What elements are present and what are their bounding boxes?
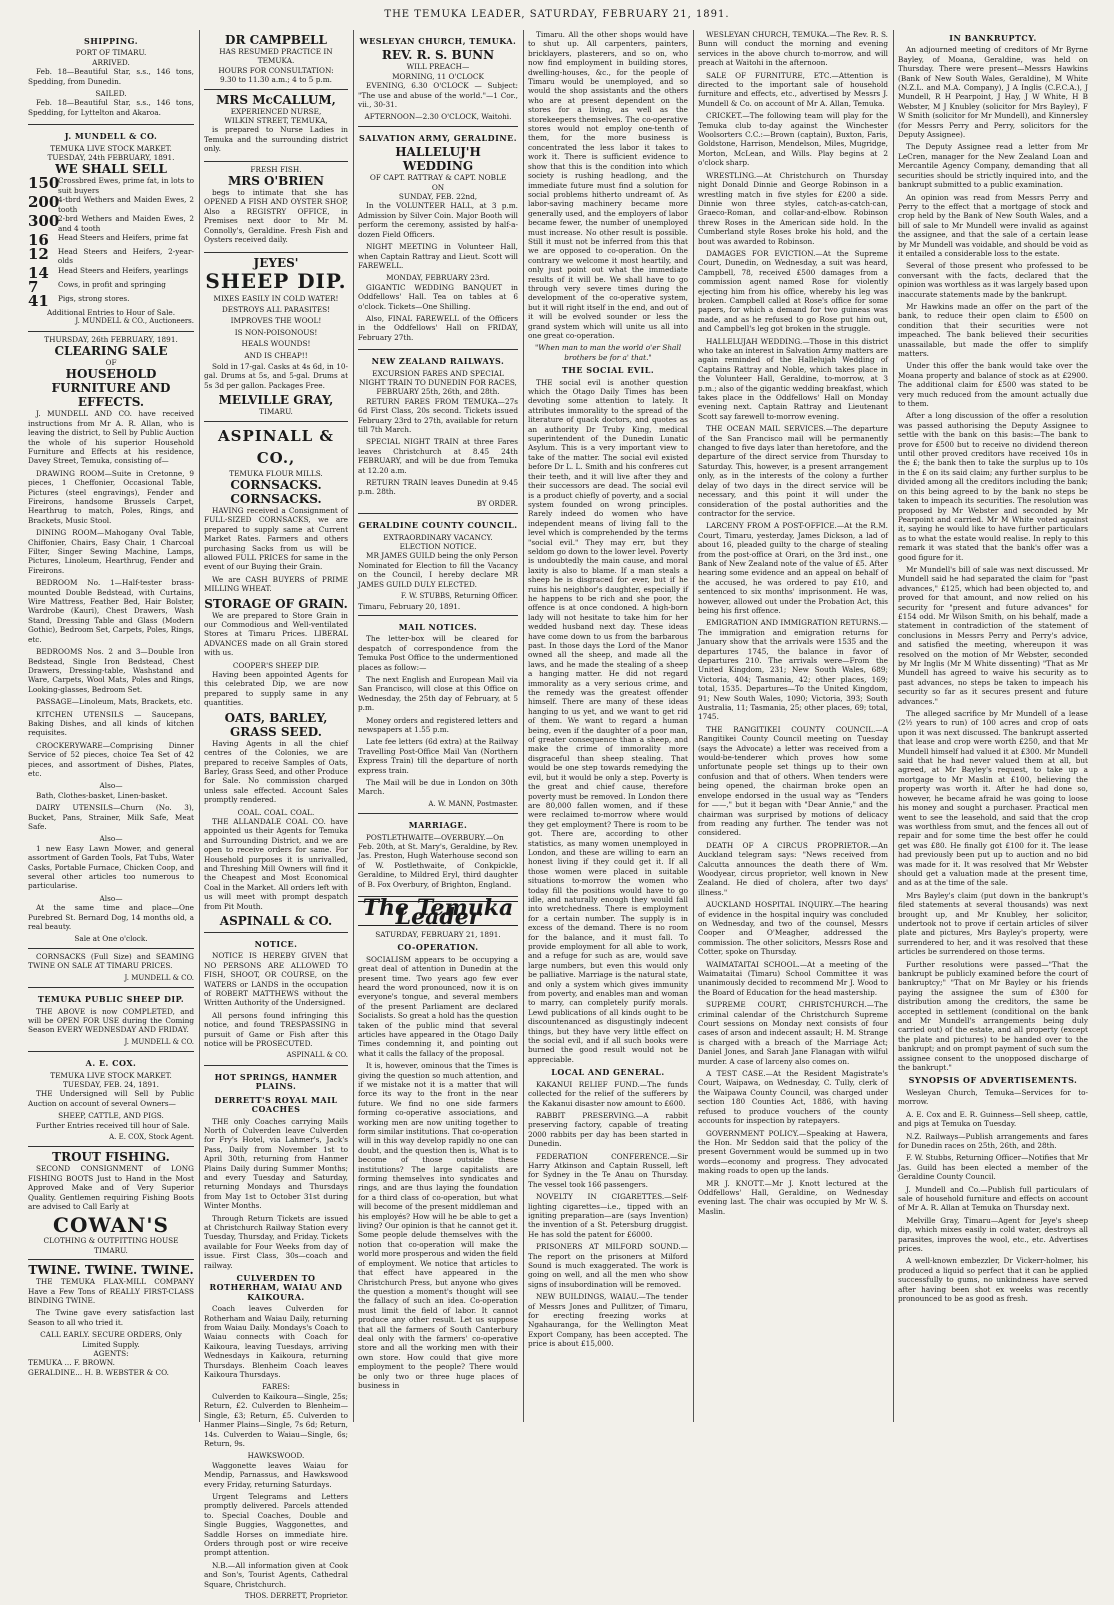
cornsacks-ad (28, 949, 194, 988)
sailing-entry: Feb. 18—Beautiful Star, s.s., 146 tons, Spedding, for Lyttelton and Akaroa. (28, 98, 194, 117)
stock-lot-desc: 4-tbrd Wethers and Maiden Ewes, 2 tooth (58, 195, 194, 214)
stock-market-title: TEMUKA LIVE STOCK MARKET. (50, 143, 172, 153)
notice-title: NOTICE. (254, 939, 298, 949)
sheep-dip-ad (28, 988, 194, 1052)
stock-lot-desc: Cows, in profit and springing (58, 279, 166, 289)
synopsis-title: SYNOPSIS OF ADVERTISEMENTS. (908, 1075, 1078, 1086)
stock-lot (28, 263, 194, 282)
cowans-name: COWAN'S (53, 1213, 169, 1238)
also-label: Also— (99, 781, 123, 791)
column-rule (353, 30, 354, 1422)
shipping-title: SHIPPING. (84, 36, 138, 46)
jeyes-ad (204, 253, 348, 422)
trout-title: TROUT FISHING. (52, 1150, 170, 1165)
marriage-notice (358, 814, 518, 897)
hawkswood-text: Waggonette leaves Waiau for Mendip, Parnassus, and Hawkswood every Friday, returning Saturdays. (204, 1460, 348, 1489)
through-tickets: Through Return Tickets are issued at Christchurch Railway Station every Tuesday, Thursday, and Friday. Tickets available for Four Weeks from day of issue. First Class, 30s—coach and railway. (204, 1213, 348, 1270)
dr-hours-title: HOURS FOR CONSULTATION: (218, 65, 334, 75)
kakanui-item: KAKANUI RELIEF FUND.—The funds collected for the relief of the sufferers by the Kakanui disaster now amount to £600. (528, 1079, 688, 1108)
culverden-title: CULVERDEN TO ROTHERHAM, WAIAU AND KAIKOURA. (209, 1273, 343, 1302)
obrien-ad (204, 162, 348, 253)
bedrooms-2-3: BEDROOMS Nos. 2 and 3—Double Iron Bedstead, Single Iron Bedstead, Chest Drawers, Dressing-table, Washstand and Ware, Carpets, Wool Mats, Poles and Rings, Looking-glasses, Bedroom Set. (28, 647, 194, 694)
by-order: BY ORDER. (476, 499, 518, 508)
stock-sale-ad (28, 125, 194, 331)
cox-date: TUESDAY, FEB. 24, 1891. (63, 1079, 159, 1089)
cox-market: TEMUKA LIVE STOCK MARKET. (50, 1070, 172, 1080)
burns-quote: "When man to man the world o'er Shall brothers be for a' that." (534, 343, 682, 362)
fares-title: FARES: (262, 1382, 290, 1392)
news-supreme-court: SUPREME COURT, CHRISTCHURCH.—The criminal calendar of the Christchurch Supreme Court sessions on Monday next consists of four cases of arson and indecent assault; H. M. Strange is charged with a breach of the Marriage Act; Daniel Jones, and Sarah Jane Flanagan with wilful murder. A case of larceny also comes on. (698, 1000, 888, 1066)
clearing-sale-ad (28, 332, 194, 949)
oats-title: OATS, BARLEY, GRASS SEED. (224, 710, 328, 739)
obrien-text: begs to intimate that she has OPENED A FISH AND OYSTER SHOP, Also a REGISTRY OFFICE, in Premises next door to Mr M. Connolly's, Geraldine. Fresh Fish and Oysters received daily. (204, 188, 348, 245)
column-5 (698, 30, 888, 1422)
morning-service: MORNING, 11 O'CLOCK (392, 71, 484, 81)
cornsacks-text: CORNSACKS (Full Size) and SEAMING TWINE ON SALE AT TIMARU PRICES. (28, 951, 194, 971)
notice-text: NOTICE IS HEREBY GIVEN that NO PERSONS ARE ALLOWED TO FISH, SHOOT, OR COURSE, on the WATERS or LANDS in the occupation of ROBERT MATTHEWS without the Written Authority of the Undersigned. (204, 951, 348, 1008)
news-circus: DEATH OF A CIRCUS PROPRIETOR.—An Auckland telegram says: "News received from Calcutta announces the death there of Wm. Woodyear, circus proprietor, well known in New Zealand. He died of cholera, after two days' illness." (698, 840, 888, 897)
stock-lot-desc: 2-brd Wethers and Maiden Ewes, 2 and 4 tooth (58, 214, 194, 233)
call-early: CALL EARLY. SECURE ORDERS, Only Limited Supply. (40, 1330, 182, 1349)
local-general-title: LOCAL AND GENERAL. (551, 1067, 665, 1078)
stock-lot (28, 244, 194, 266)
storage-title: STORAGE OF GRAIN. (204, 596, 348, 611)
excursion-dates: FEBRUARY 25th, 26th, and 28th. (376, 387, 500, 397)
stock-lot-count: 200 (28, 193, 60, 212)
news-cricket: CRICKET.—The following team will play for the Temuka club to-day against the Winchester Woolsorters C.C.:—Brown (captain), Buxton, Faris, Goldstone, Harrison, Mendelson, Miles, Mugridge, Morton, McLean, and Wills. Play begins at 2 o'clock sharp. (698, 111, 888, 168)
synopsis-5: J. Mundell and Co.—Publish full particulars of sale of household furniture and effects on account of Mr A. R. Allan at Temuka on Thursday next. (898, 1184, 1088, 1213)
column-rule (693, 30, 694, 1422)
stock-lots (28, 174, 194, 310)
cornsacks-title: CORNSACKS. CORNSACKS. (230, 477, 322, 506)
twine-more: The Twine gave every satisfaction last Season to all who tried it. (28, 1308, 194, 1327)
wesleyan-title: WESLEYAN CHURCH, TEMUKA. (359, 36, 517, 46)
melville-name: MELVILLE GRAY, (218, 393, 334, 408)
embezzler-item: A well-known embezzler, Dr Vickerr-holmer, his produced a liquid so perfect that it can be applied successfully to gums, no unkindness have served after having been shot ex weeks was recently pronounced to be as good as fresh. (898, 1256, 1088, 1303)
cooper-title: COOPER'S SHEEP DIP. (232, 660, 320, 670)
notice-ad (204, 933, 348, 1066)
aspinall-sub: TEMUKA FLOUR MILLS. (229, 468, 323, 478)
will-preach: WILL PREACH— (406, 62, 470, 72)
kitchen: KITCHEN UTENSILS — Saucepans, Baking Dishes, and all kinds of kitchen requisites. (28, 709, 194, 738)
aspinall-ad (204, 422, 348, 933)
urgent-text: Urgent Telegrams and Letters promptly delivered. Parcels attended to. Special Coaches, Double and Single Buggies, Waggonettes, and Saddle Horses on immediate hire. Orders through post or wire receive prompt attention. (204, 1491, 348, 1558)
sheep-dip-title: TEMUKA PUBLIC SHEEP DIP. (37, 994, 185, 1005)
leader-section (358, 895, 518, 1390)
novelty-item: NOVELTY IN CIGARETTES.—Self-lighting cigarettes—i.e., tipped with an igniting preparation—are (says Invention) the invention of a St. Petersburg druggist. He has sold the patent for £6000. (528, 1192, 688, 1239)
cox-text: THE Undersigned will Sell by Public Auction on account of several Owners— (28, 1089, 194, 1108)
derrett-text: THE only Coaches carrying Mails North of Culverden leave Culverden for Fry's Hotel, via Lahmer's, Jack's Pass, Daily from November 1st to April 30th, returning from Hanmer Plains Daily during Summer Months; and every Tuesday and Saturday, returning Mondays and Thursdays from May 1st to October 31st during Winter Months. (204, 1116, 348, 1211)
sale-time: Sale at One o'clock. (74, 934, 148, 944)
federation-item: FEDERATION CONFERENCE.—Sir Harry Atkinson and Captain Russell, left for Sydney in the Te Anau on Thursday. The vessel took 166 passengers. (528, 1151, 688, 1189)
storage-text: We are prepared to Store Grain in our Commodious and Well-ventilated Stores at Timaru Prices. LIBERAL ADVANCES made on all Grain stored with us. (204, 610, 348, 658)
sailed-label: SAILED. (95, 89, 127, 99)
dr-campbell-ad (204, 30, 348, 90)
banquet-text: GIGANTIC WEDDING BANQUET in Oddfellows' Hall. Tea on tables at 6 o'clock. Tickets—One Shilling. (358, 282, 518, 311)
notice-more: All persons found infringing this notice, and found TRESPASSING in pursuit of Game or Fish after this notice will be PROSECUTED. (204, 1010, 348, 1049)
hot-springs-title: HOT SPRINGS, HANMER PLAINS. (214, 1071, 338, 1092)
jeyes-claim: AND IS CHEAP!! (244, 350, 308, 360)
stock-lot (28, 214, 194, 233)
news-waimataitai: WAIMATAITAI SCHOOL.—At a meeting of the Waimataitai (Timaru) School Committee it was unanimously decided to recommend Mr J. Wood to the Board of Education for the head mastership. (698, 959, 888, 997)
return-fares: RETURN FARES FROM TEMUKA—27s 6d First Class, 20s second. Tickets issued February 23rd to 27th, available for return till 7th March. (358, 396, 518, 434)
stock-lot (28, 230, 194, 249)
mccallum-address: WILKIN STREET, TEMUKA, (224, 116, 328, 126)
coal-title: COAL. COAL. COAL. (237, 807, 315, 817)
election-text: MR JAMES GUILD being the only Person Nominated for Election to fill the Vacancy on the Council, I hereby declare MR JAMES GUILD DULY ELECTED. (358, 551, 518, 589)
news-larceny: LARCENY FROM A POST-OFFICE.—At the R.M. Court, Timaru, yesterday, James Dickson, a lad of about 16, pleaded guilty to the charge of stealing from the post-office at Orari, on the 3rd inst., one Bank of New Zealand note of the value of £5. After hearing some evidence and an appeal on behalf of the accused, he was ordered to pay £10, and sentenced to six months' imprisonment. He was, however, allowed out under the Probation Act, this being his first offence. (698, 521, 888, 615)
bankruptcy-title: IN BANKRUPTCY. (949, 33, 1037, 43)
postmaster: A. W. MANN, Postmaster. (428, 799, 518, 808)
bankruptcy-p7: After a long discussion of the offer a resolution was passed authorising the Deputy Assignee to settle with the bank on this basis:—The bank to prove for £500 but to receive no dividend thereon until other proved creditors have received 10s in the £; the bank then to take the surplus up to 10s in the £ on its said claim; any further surplus to be divided among all the creditors including the bank; on this being agreed to by the bank no steps be taken to impeach its securities. The resolution was proposed by Mr Webster and seconded by Mr Pearpoint and carried. Mr M White voted against it, saying he would like to have further particulars as to what the estate would realise. In reply to this remark it was stated that the bank's offer was a good figure for it. (898, 411, 1088, 562)
council-title: GERALDINE COUNTY COUNCIL. (358, 520, 518, 531)
news-knott: MR J. KNOTT.—Mr J. Knott lectured at the Oddfellows' Hall, Geraldine, on Wednesday evening last. The chair was occupied by Mr W. S. Maslin. (698, 1178, 888, 1216)
afternoon-service: AFTERNOON—2.30 O'CLOCK, Waitohi. (364, 112, 512, 122)
obrien-name: MRS O'BRIEN (227, 174, 325, 189)
mccallum-sub: EXPERIENCED NURSE, (230, 106, 322, 116)
clearing-date: THURSDAY, 26th FEBRUARY, 1891. (44, 334, 178, 344)
leader-date: SATURDAY, FEBRUARY 21, 1891. (375, 929, 501, 939)
passage: PASSAGE—Linoleum, Mats, Brackets, etc. (36, 697, 193, 707)
social-evil-title: THE SOCIAL EVIL. (561, 365, 655, 376)
mail-text: The letter-box will be cleared for despatch of correspondence from the Temuka Post Office to the undermentioned places as follow:— (358, 634, 518, 672)
railways-ad (358, 350, 518, 514)
election-title: ELECTION NOTICE. (399, 542, 477, 552)
night-meeting: NIGHT MEETING in Volunteer Hall, when Captain Rattray and Lieut. Scott will FAREWELL. (358, 242, 518, 270)
bankruptcy-p1: An adjourned meeting of creditors of Mr Byrne Bayley, of Moana, Geraldine, was held on Thursday. There were present—Messrs Hawkins (Bank of New South Wales, Geraldine), M White (N.Z.L. and M.A. Company), J A Inglis (C.F.C.A.), J Mundell, R H Pearpoint, J Hay, J W White, H B Webster, M J Knubley (solicitor for Mrs Bayley), F W Smith (solicitor for Mr Mundell), and Kinnersley (for Messrs Perry and Perry, solicitors for the Deputy Assignee). (898, 45, 1088, 140)
trout-text: SECOND CONSIGNMENT of LONG FISHING BOOTS Just to Hand in the Most Approved Make and of Very Superior Quality. Gentlemen requiring Fishing Boots are advised to Call Early at (28, 1164, 194, 1211)
agent-temuka: TEMUKA ... F. BROWN. (28, 1358, 115, 1368)
shipping-ad (28, 30, 194, 125)
mail-2: The next English and European Mail via San Francisco, will close at this Office on Wednesday, the 25th day of February, at 5 p.m. (358, 674, 518, 713)
marriage-title: MARRIAGE. (408, 820, 468, 831)
cox-further: Further Entries received till hour of Sale. (36, 1120, 190, 1130)
buildings-item: NEW BUILDINGS, WAIAU.—The tender of Messrs Jones and Pullitzer, of Timaru, for erecting freezing works at Ngahauranga, for the Wellington Meat Export Company, has been accepted. The price is about £15,000. (528, 1292, 688, 1349)
column-rule (523, 30, 524, 1422)
news-auckland: AUCKLAND HOSPITAL INQUIRY.—The hearing of evidence in the hospital inquiry was concluded on Wednesday, and two of the counsel, Messrs Cooper and O'Meagher, addressed the commission. The other solicitors, Messrs Rose and Cotter, spoke on Thursday. (698, 900, 888, 957)
household-title: HOUSEHOLD FURNITURE AND EFFECTS. (51, 367, 171, 410)
stock-lot-count: 300 (28, 212, 60, 231)
clearing-title: CLEARING SALE (54, 343, 168, 358)
synopsis-2: A. E. Cox and E. R. Guinness—Sell sheep, cattle, and pigs at Temuka on Tuesday. (898, 1109, 1088, 1129)
also-label: Also— (99, 893, 123, 903)
bankruptcy-p4: Several of those present who professed to be conversant with the facts, declared that the opinion was worthless as it was largely based upon inaccurate statements made by the bankrupt. (898, 261, 1088, 299)
stock-lot-desc: Head Steers and Heifers, yearlings (58, 265, 189, 275)
stock-lot-desc: Pigs, strong stores. (58, 293, 130, 303)
cox-items: SHEEP, CATTLE, AND PIGS. (58, 1111, 164, 1121)
mccallum-text: is prepared to Nurse Ladies in Temuka and the surrounding district only. (204, 125, 348, 154)
sheep-dip-signature: J. MUNDELL & CO. (124, 1037, 194, 1046)
jeyes-prices: Sold in 17-gal. Casks at 4s 6d, in 10-gal. Drums at 5s, and 5-gal. Drums at 5s 3d per gallon. Packages Free. (204, 361, 348, 390)
fares-text: Culverden to Kaikoura—Single, 25s; Return, £2. Culverden to Blenheim—Single, £3; Return, £5. Culverden to Hanmer Plains—Single, 7s 6d; Return, 14s. Culverden to Waiau—Single, 6s; Return, 9s. (204, 1391, 348, 1448)
mail-ad (358, 616, 518, 814)
news-damages: DAMAGES FOR EVICTION.—At the Supreme Court, Dunedin, on Wednesday, a suit was heard, Campbell, 78, received £500 damages from a commission agent named Rose for violently ejecting him from his office, whereby his leg was broken. Campbell called at Rose's office for some papers, for which a demand for two guineas was made, and as he refused to go Rose put him out, and Campbell's leg got broken in the struggle. (698, 248, 888, 334)
notice-signature: ASPINALL & CO. (286, 1051, 348, 1060)
preacher-name: REV. R. S. BUNN (381, 48, 495, 63)
on-label: ON (431, 182, 445, 192)
sale-date: TUESDAY, 24th FEBRUARY, 1891. (47, 153, 175, 163)
jeyes-claim: IS NON-POISONOUS! (234, 327, 318, 337)
bankruptcy-p2: The Deputy Assignee read a letter from Mr LeCren, manager for the New Zealand Loan and Mercantile Agency Company, demanding that all securities should be strictly inquired into, and the bankrupt submitted to a public examination. (898, 142, 1088, 190)
clearing-of: OF (105, 357, 117, 367)
we-shall-sell: WE SHALL SELL (55, 162, 167, 177)
stock-lot-desc: Crossbred Ewes, prime fat, in lots to suit buyers (58, 176, 194, 195)
bankruptcy-p3: An opinion was read from Messrs Perry and Perry to the effect that a mortgage of stock and crop held by the Bank of New South Wales, and a bill of sale to Mr Mundell were invalid as against the assignee, and that the sale of a certain lease by Mr Mundell was voidable, and should be void as it entailed a considerable loss to the estate. (898, 192, 1088, 258)
derrett-ad (204, 1066, 348, 1605)
final-farewell: Also, FINAL FAREWELL of the Officers in the Oddfellows' Hall on FRIDAY, February 27th. (358, 313, 518, 342)
synopsis-4: F. W. Stubbs, Returning Officer—Notifies that Mr Jas. Guild has been elected a member of the Geraldine County Council. (898, 1153, 1088, 1182)
jeyes-claims (204, 294, 348, 360)
arrived-label: ARRIVED. (92, 57, 130, 67)
news-hallelujah: HALLELUJAH WEDDING.—Those in this district who take an interest in Salvation Army matters are again reminded of the Hallelujah Wedding of Captains Rattray and Noble, which takes place in the Volunteer Hall, Geraldine, to-morrow, at 3 p.m.; also of the gigantic wedding breakfast, which takes place in the Oddfellows' Hall on Monday evening next. Captain Rattray and Lieutenant Scott say farewell to-morrow evening. (698, 336, 888, 421)
cooperation-p2: It is, however, ominous that the Times is giving the question so much attention, and if we mistake not it is a matter that will force its way to the front in the near future. We find no one side farmers forming co-operative associations, and working men are now uniting together to form similar institutions. That co-operation will in this way develop rapidly no one can doubt, and the question then is, What is to become of those outside these institutions? The large capitalists are forming themselves into syndicates and rings, and are thus laying the foundation for a third class of co-operation, but what will become of the present middleman and his employés? How will he be able to get a living? Our opinion is that he cannot get it. Some people delude themselves with the notion that co-operation will make the world more prosperous and widen the field of employment. We notice that articles to that effect have appeared in the Christchurch Press, but anyone who gives the question a moment's thought will see the fallacy of such an idea. Co-operation must limit the field of labor. It cannot produce any other result. Let us suppose that all the farmers of South Canterbury deal only with the farmers' co-operative store and all the working men with their own store. How could that give more employment to the people? There would be only two or three huge places of business in (358, 1061, 518, 1390)
mccallum-name: MRS McCALLUM, (216, 92, 336, 107)
salvation-ad (358, 127, 518, 350)
hallelujah-title: HALLELUJ'H WEDDING (395, 145, 481, 174)
bankruptcy-p11: Further resolutions were passed—"That the bankrupt be publicly examined before the court of bankruptcy;" "That on Mr Bayley or his friends paying the assignee the sum of £300 for distribution among the creditors, the same be accepted in settlement (conditional on the bank and Mr Mundell's arrangements being duly carried out) of the estate, and all property (except the plate and pictures) to be handed over to the bankrupt; and on prompt payment of such sum the assignee consent to the unopposed discharge of the bankrupt." (898, 959, 1088, 1073)
salvation-title: SALVATION ARMY, GERALDINE. (358, 132, 518, 143)
column-rule (199, 30, 200, 1422)
trout-ad (28, 1147, 194, 1260)
cowans-sub: CLOTHING & OUTFITTING HOUSE TIMARU. (43, 1236, 179, 1255)
stock-lot-count: 41 (28, 291, 49, 310)
stock-lot-desc: Head Steers and Heifers, 2-year-olds (57, 246, 194, 266)
prisoners-item: PRISONERS AT MILFORD SOUND.—The report on the prisoners at Milford Sound is much exaggerated. The work is going on well, and all the men who show signs of insubordination will be removed. (528, 1242, 688, 1289)
dairy-utensils: DAIRY UTENSILS—Churn (No. 3), Bucket, Pans, Strainer, Milk Safe, Meat Safe. (28, 803, 194, 831)
drawing-room: DRAWING ROOM—Suite in Cretonne, 9 pieces, 1 Cheffonier, Occasional Table, Pictures (steel engravings), Fender and Fireirons, handsome Brussels Carpet, Hearthrug to match, Poles, Rings, and Brackets, Music Stool. (28, 468, 194, 525)
rabbit-item: RABBIT PRESERVING.—A rabbit preserving factory, capable of treating 2000 rabbits per day has been started in Dunedin. (528, 1110, 688, 1149)
agent-geraldine: GERALDINE... H. B. WEBSTER & CO. (28, 1367, 169, 1377)
news-emigration: EMIGRATION AND IMMIGRATION RETURNS.—The immigration and emigration returns for January show that the arrivals were 1535 and the departures 1745, the balance in favor of departures 210. The arrivals were—From the United Kingdom, 231; New South Wales, 689; Victoria, 404; Tasmania, 42; other places, 169; total, 1535. Departures—To the United Kingdom, 91; New South Wales, 1090; Victoria, 393; South Australia, 11; Tasmania, 25; other places, 69; total, 1745. (698, 618, 888, 722)
sunday-text: In the VOLUNTEER HALL, at 3 p.m. Admission by Silver Coin. Major Booth will perform the ceremony, assisted by half-a-dozen Field Officers. (358, 201, 518, 239)
stock-lot (28, 291, 194, 310)
newspaper-masthead: THE TEMUKA LEADER, SATURDAY, FEBRUARY 21, 1891. (384, 9, 730, 20)
bankruptcy-p5: Mr Hawkins made an offer on the part of the bank, to reduce their open claim to £500 on condition that their securities were not impeached. The bank believed their securities unassailable, but made the offer to simplify matters. (898, 301, 1088, 358)
synopsis-3: N.Z. Railways—Publish arrangements and fares for Dunedin races on 25th, 26th, and 28th. (898, 1131, 1088, 1150)
bankruptcy-p8: Mr Mundell's bill of sale was next discussed. Mr Mundell said he had separated the claim for "past advances," £125, which had been objected to, and proved for that amount, and now relied on his security for "present and future advances" for £154 odd. Mr Wilson Smith, on his behalf, made a statement in contradiction of the statement of conclusions in Messrs Perry and Perry's advice, and satisfied the meeting, whereupon it was resolved on the motion of Mr Webster, seconded by Mr Inglis (Mr M White dissenting) "That as Mr Mundell has agreed to waive his security as to past advances, no steps be taken to impeach his security so far as it secures present and future advances." (898, 564, 1088, 706)
derrett-title: DERRETT'S ROYAL MAIL COACHES (214, 1094, 338, 1115)
cox-ad (28, 1052, 194, 1147)
monday-date: MONDAY, FEBRUARY 23rd. (386, 273, 490, 283)
bedroom-1: BEDROOM No. 1—Half-tester brass-mounted Double Bedstead, with Curtains, Wire Mattress, Feather Bed, Hair Bolster, Wardrobe (Kauri), Chest Drawers, Wash Stand, Dressing Table and Glass (Modern Gothic), Bedroom Set, Carpets, Poles, Rings, etc. (28, 578, 194, 644)
oats-text: Having Agents in all the chief centres of the Colonies, we are prepared to receive Samples of Oats, Barley, Grass Seed, and other Produce for Sale. No commission charged unless sale effected. Account Sales promptly rendered. (204, 738, 348, 805)
column-4 (528, 30, 688, 1422)
dr-hours: 9.30 to 11.30 a.m.; 4 to 5 p.m. (220, 75, 332, 85)
stock-lot-count: 150 (28, 174, 60, 193)
bankruptcy-p6: Under this offer the bank would take over the Moana property and balance of stock as at £2900. The additional claim for £500 was stated to be very much reduced from the amount actually due to them. (898, 361, 1088, 409)
arrival-entry: Feb. 18—Beautiful Star, s.s., 146 tons, Spedding, from Dunedin. (28, 67, 194, 86)
coal-text: THE ALLANDALE COAL CO. have appointed us their Agents for Temuka and Surrounding District, and we are open to receive orders for same. For Household purposes it is unrivalled, and Threshing Mill Owners will find it the Cheapest and Most Economical Coal in the Market. All orders left with us will meet with prompt despatch from Pit Mouth. (204, 816, 348, 911)
news-test-case: A TEST CASE.—At the Resident Magistrate's Court, Waipawa, on Wednesday, C. Tully, clerk of the Waipawa County Council, was charged under section 180 Counties Act, 1886, with having refused to produce vouchers of the county accounts for inspection by ratepayers. (698, 1069, 888, 1126)
council-ad (358, 514, 518, 616)
crockery: CROCKERYWARE—Comprising Dinner Service of 52 pieces, choice Tea Set of 42 pieces, and assortment of Dishes, Plates, etc. (28, 740, 194, 778)
column-6 (898, 30, 1088, 1422)
news-rangitikei: THE RANGITIKEI COUNTY COUNCIL.—A Rangitikei County Council meeting on Tuesday (says the Advocate) a letter was received from a would-be-tenderer which proves how some unfortunate people set things up to their own confusion and that of others. When tenders were being opened, the chairman broke open an envelope endorsed in the usual way as "Tenders for ——," but it began with "Dear Annie," and the chairman was surprised by motions of delicacy from reading any further. The tender was not considered. (698, 724, 888, 838)
jeyes-claim: DESTROYS ALL PARASITES! (221, 304, 331, 314)
twine-title: TWINE. TWINE. TWINE. (28, 1263, 194, 1278)
culverden-text: Coach leaves Culverden for Rotherham and Waiau Daily, returning from Waiau Daily. Mondays's Coach to Waiau connects with Coach for Kaikoura, leaving Tuesdays, arriving Wednesdays in Kaikoura, returning Thursdays. Blenheim Coach leaves Kaikoura Thursdays. (204, 1304, 348, 1380)
jeyes-claim: MIXES EASILY IN COLD WATER! (213, 293, 339, 303)
mail-5: The Mail will be due in London on 30th March. (358, 778, 518, 797)
news-wesleyan: WESLEYAN CHURCH, TEMUKA.—The Rev. R. S. Bunn will conduct the morning and evening services in the above church to-morrow, and will preach at Waitohi in the afternoon. (698, 30, 888, 68)
returning-date: Timaru, February 20, 1891. (358, 601, 461, 611)
melville-town: TIMARU. (259, 407, 293, 417)
stock-lot-count: 16 (28, 230, 49, 249)
returning-officer: F. W. STUBBS, Returning Officer. (400, 592, 518, 601)
sunday-date: SUNDAY, FEB. 22nd, (398, 192, 478, 202)
cooperation-continued: Timaru. All the other shops would have to shut up. All carpenters, painters, bricklayers, plasterers, and so on, who now find employment in building stores, dwelling-houses, &c., for the people of Timaru would be unemployed, and so would the shop assistants and the others who are at present dependent on the stores for a living, as well as the storekeepers themselves. The co-operative stores would not employ one-tenth of them, for the more business is concentrated the less labor it takes to work it. There is sufficient evidence to show that this is the condition into which society is rushing headlong, and the immediate future must find a solution for social problems hitherto undreamt of. As labor-saving machinery became more generally used, and the employers of labor became fewer, the number of unemployed must increase. No other result is possible. Still it must not be inferred from this that we are opposed to co-operation. On the contrary we welcome it most heartily, and only just point out what the immediate results of it will be. We shall have to go through very severe times during the development of the co-operative system, but it will right itself in the end, and out of it will be evolved sounder or less the grand system which will unite us all into one great co-operation. (528, 30, 688, 340)
cornsacks-signature: J. MUNDELL & CO. (124, 973, 194, 982)
sheep-dip-title: SHEEP DIP. (205, 268, 347, 293)
vacancy-title: EXTRAORDINARY VACANCY. (383, 532, 493, 542)
aspinall-signature: ASPINALL & CO. (219, 914, 333, 928)
captains: OF CAPT. RATTRAY & CAPT. NOBLE (369, 173, 507, 183)
cooper-text: Having been appointed Agents for this celebrated Dip, we are now prepared to supply same in any quantities. (204, 670, 348, 708)
auctioneer-signature: J. MUNDELL & CO., Auctioneers. (75, 317, 194, 326)
mail-3: Money orders and registered letters and newspapers at 1.55 p.m. (358, 715, 518, 734)
social-evil-text: THE social evil is another question which the Otago Daily Times has been devoting some attention to lately. It attributes immorality to the spread of the literature of quack doctors, and quotes as an authority Dr Truby King, medical superintendent of the Dunedin Lunatic Asylum. This is a very important view to take of the matter. The social evil existed before Dr L. L. Smith and his confreres cut their teeth, and it will live after they and their successors are dead. The social evil is a product chiefly of poverty, and a social system founded on wrong principles. Rarely indeed do women who have independent means of living fall to the level which is comprehended by the terms "social evil." They may err, but they seldom go down to the lower level. Poverty is undoubtedly the main cause, and moral laxity is also to blame. If a man steals a sheep he is disgraced for ever, but if he ruins his neighbor's daughter, especially if he happens to be rich and she poor, the offence is at once condoned. A high-born lady will not hesitate to take him for her wedded husband next day. These ideas have come down to us from the barbarous past. In those days the Lord of the Manor owned all the sheep, and made all the laws, and he made the stealing of a sheep a hanging matter. He did not regard immorality as a very serious crime, and the remedy was the greatest offender himself. There are many of these ideas hanging to us yet, and we want to get rid of them. We want to regard a human being, even if the daughter of a poor man, of greater consequence than a sheep, and make the crime of immorality more disgraceful than sheep stealing. That would be one step towards remedying the evil, but it would be only a step. Poverty is the great and chief cause, therefore poverty must be removed. In London there are 80,000 fallen women, and if these were reclaimed to-morrow where would they get employment? There is room to be got. There are, according to other statistics, as many women unemployed in London, and these are willing to earn an honest living if they could get it. If all those women were placed in suitable situations to-morrow the women who today fill the positions would have to go idle, and naturally enough they would fall into wretchedness. There is employment for a certain number. The supply is in excess of the demand. There is no room for the balance, and it must fall. To provide employment for all able to work, and a refuge for such as are, would save large numbers, but even this would only be palliative. Marriage is the natural state, and only a system which gives immunity from poverty, and enables man and woman to marry, can completely purify morals. Lewd publications of all kinds ought to be discountenanced as disgustingly indecent things, but they have very little effect on the social evil, and if all such books were burned the good result would not be appreciable. (528, 377, 688, 1064)
sheep-dip-text: THE ABOVE is now COMPLETED, and will be OPEN FOR USE during the Coming Season EVERY WEDNESDAY AND FRIDAY. (28, 1006, 194, 1035)
port-name: PORT OF TIMARU. (75, 48, 147, 58)
stock-lot-count: 14 (28, 263, 49, 282)
mower-items: 1 new Easy Lawn Mower, and general assortment of Garden Tools, Fat Tubs, Water Casks, Portable Furnace, Chicken Coop, and several other articles too numerous to particularise. (28, 843, 194, 891)
column-1 (28, 30, 194, 1422)
dog-item: At the same time and place—One Purebred St. Bernard Dog, 14 months old, a real beauty. (28, 903, 194, 932)
news-ocean-mail: THE OCEAN MAIL SERVICES.—The departure of the San Francisco mail will be permanently changed to five days later than heretofore, and the departure of the direct service from Thursday to Saturday. This, however, is a present arrangement only, as in the interests of the colony a further delay of two days in the direct service will be necessary, and this point it will under the consideration of the postal authorities and the contractor for the service. (698, 424, 888, 518)
cash-buyers: We are CASH BUYERS of PRIME MILLING WHEAT. (204, 574, 348, 594)
synopsis-1: Wesleyan Church, Temuka—Services for to-morrow. (898, 1087, 1088, 1107)
evening-service: EVENING, 6.30 O'CLOCK — Subject: "The use and abuse of the world."—1 Cor., vii., 30-31. (358, 81, 518, 110)
cornsacks-text: HAVING received a Consignment of FULL-SIZED CORNSACKS, we are prepared to supply same at Current Market Rates. Farmers and others purchasing Sacks from us will be allowed FULL PRICES for same in the event of our Buying their Grain. (204, 505, 348, 572)
news-wrestling: WRESTLING.—At Christchurch on Thursday night Donald Dinnie and George Robinson in a wrestling match in five styles for £200 a side. Dinnie won three styles, catch-as-catch-can, Graeco-Roman, and collar-and-elbow. Robinson threw Roses in the American side hold. In the Cumberland style Roses broke his hold, and the bout was awarded to Robinson. (698, 170, 888, 246)
additional-entries: Additional Entries to Hour of Sale. (46, 307, 176, 317)
firm-name: J. MUNDELL & CO. (64, 131, 158, 142)
synopsis-6: Melville Gray, Timaru—Agent for Jeye's sheep dip, which mixes easily in cold water, destroys all parasites, improves the wool, etc., etc. Advertises prices. (898, 1215, 1088, 1253)
aspinall-name: ASPINALL & CO., (218, 426, 334, 467)
stock-lot (28, 277, 194, 296)
dr-text: HAS RESUMED PRACTICE IN TEMUKA. (219, 47, 333, 66)
mail-4: Late fee letters (6d extra) at the Railway Travelling Post-Office Mail Van (Northern Express Train) till the departure of north express train. (358, 737, 518, 775)
cooperation-p1: SOCIALISM appears to be occupying a great deal of attention in Dunedin at the present time. Two years ago few ever heard the word pronounced, now it is on everyone's tongue, and several members of the present Parliament are declared Socialists. So great a hold has the question taken of the public mind that several articles have appeared in the Otago Daily Times condemning it, and pointing out what it calls the fallacy of the proposal. (358, 954, 518, 1058)
news-govt-policy: GOVERNMENT POLICY.—Speaking at Hawera, the Hon. Mr Seddon said that the policy of the present Government would be summed up in two words—economy and progress. They advocated making roads to open up the lands. (698, 1128, 888, 1176)
bankruptcy-p10: Mrs Bayley's claim (put down in the bankrupt's filed statements at several thousands) was next brought up, and Mr Knubley, her solicitor, undertook not to prove if certain articles of silver plate and pictures, Mrs Bayley's property, were surrendered to her, and it was resolved that these articles be surrendered on those terms. (898, 890, 1088, 957)
leader-masthead: The Temuka Leader (358, 901, 518, 926)
column-rule (893, 30, 894, 1422)
derrett-signature: THOS. DERRETT, Proprietor. (244, 1592, 348, 1600)
newspaper-page (28, 30, 1104, 1600)
mccallum-ad (204, 90, 348, 162)
bath-items: Bath, Clothes-basket, Linen-basket. (36, 790, 168, 800)
column-3 (358, 30, 518, 1422)
marriage-text: POSTLETHWAITE—OVERBURY.—On Feb. 20th, at St. Mary's, Geraldine, by Rev. Jas. Preston, Hugh Waterhouse second son of W. Postlethwaite, of Conkpickle, Geraldine, to Mildred Eryl, third daughter of B. Fox Overbury, of Brighton, England. (358, 832, 518, 889)
wesleyan-ad (358, 30, 518, 127)
hawkswood-title: HAWKSWOOD. (247, 1451, 305, 1461)
jeyes-title: JEYES' (253, 255, 299, 270)
mail-title: MAIL NOTICES. (398, 621, 478, 632)
nb-text: N.B.—All information given at Cook and Son's, Tourist Agents, Cathedral Square, Christchurch. (204, 1560, 348, 1589)
dr-name: DR CAMPBELL (225, 33, 327, 47)
stock-lot-desc: Head Steers and Heifers, prime fat (58, 232, 189, 242)
clearing-text: J. MUNDELL AND CO. have received instructions from Mr A. R. Allan, who is leaving the district, to Sell by Public Auction the whole of his superior Household Furniture and Effects at his residence, Davey Street, Temuka, consisting of— (28, 409, 194, 466)
stock-lot-count: 12 (28, 244, 49, 263)
jeyes-claim: HEALS WOUNDS! (241, 339, 311, 349)
stock-lot-count: 7 (28, 277, 39, 296)
cox-name: A. E. COX. (85, 1058, 137, 1069)
nzr-title: NEW ZEALAND RAILWAYS. (371, 356, 505, 367)
agents-label: AGENTS: (93, 1349, 129, 1359)
special-train: SPECIAL NIGHT TRAIN at three Fares leaves Christchurch at 8.45 24th FEBRUARY, and will be due from Temuka at 12.20 a.m. (358, 437, 518, 475)
fresh-fish: FRESH FISH. (250, 164, 302, 174)
column-2 (204, 30, 348, 1600)
news-sale: SALE OF FURNITURE, ETC.—Attention is directed to the important sale of household furniture and effects, etc., advertised by Messrs J. Mundell & Co. on account of Mr A. Allan, Temuka. (698, 70, 888, 108)
twine-ad (28, 1260, 194, 1381)
return-train: RETURN TRAIN leaves Dunedin at 9.45 p.m. 28th. (358, 478, 518, 497)
dining-room: DINING ROOM—Mahogany Oval Table, Chiffonier, Chairs, Easy Chair, 1 Charcoal Filter, Singer Sewing Machine, Lamps, Pictures, Linoleum, Hearthrug, Fender and Fireirons. (28, 528, 194, 575)
twine-text: THE TEMUKA FLAX-MILL COMPANY Have a Few Tons of REALLY FIRST-CLASS BINDING TWINE. (28, 1277, 194, 1306)
also-label: Also— (99, 834, 123, 844)
excursion-title: EXCURSION FARES AND SPECIAL NIGHT TRAIN TO DUNEDIN FOR RACES, (359, 368, 517, 387)
jeyes-claim: IMPROVES THE WOOL! (230, 316, 322, 326)
cooperation-title: CO-OPERATION. (397, 942, 479, 953)
bankruptcy-p9: The alleged sacrifice by Mr Mundell of a lease (2½ years to run) of 100 acres and crop of oats upon it was next discussed. The bankrupt asserted that lease and crop were worth £250, and that Mr Mundell himself had valued it at £300. Mr Mundell said that he had never valued them at all, but agreed, at Mr Bayley's request, to take up a mortgage to Mr Maslin at £100, believing the property was worth it. After he had done so, however, he became afraid he was going to loose his money and sought a purchaser. Practical men went to see the leasehold, and said that the crop was worthless from smut, and the fences all out of repair and for some time the best offer he could get was £80. He finally got £100 for it. The lease had previously been put up to auction and no bid was made for it. It was resolved that Mr Webster should get a valuation made at the present time, and as at the time of the sale. (898, 709, 1088, 888)
cox-signature: A. E. COX, Stock Agent. (109, 1132, 194, 1141)
